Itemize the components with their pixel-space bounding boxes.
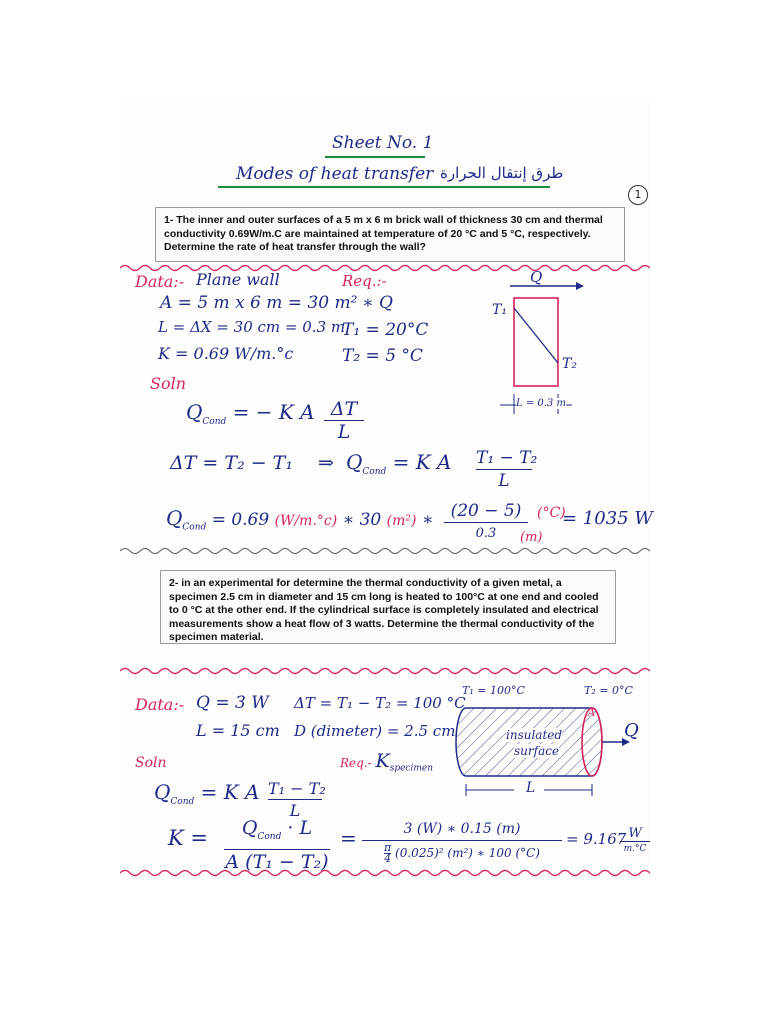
p1-eq1-fraction: $\frac{\Delta T}{L}$ <box>324 398 364 443</box>
topic-title-arabic: طرق إنتقال الحرارة <box>440 164 564 182</box>
divider-2 <box>120 546 650 556</box>
p2-data-label: Data:- <box>135 695 185 714</box>
p2-diagram-t2: T₂ = 0°C <box>584 684 633 697</box>
p2-l: L = 15 cm <box>196 721 280 740</box>
p1-eq3-fraction: (20 − 5) 0.3 <box>444 500 528 545</box>
problem-2-statement: 2- in an experimental for determine the thermal conductivity of a given metal, a specimen 2.5 cm in diameter and 15 cm long is heated to 100°C at one end and cooled to 0 °C at the other end. If the cylindrical surface is completely insulated and electrical measurements show a heat flow of 3 watts. Determine the thermal conductivity of the specimen material. <box>160 570 616 644</box>
p1-data-label: Data:- <box>135 272 185 291</box>
p2-eq2-unit: W m.°C <box>620 826 650 856</box>
p1-soln-label: Soln <box>150 374 187 393</box>
p1-diagram-l: L = 0.3 m <box>516 398 566 409</box>
p1-t2: T₂ = 5 °C <box>342 346 423 366</box>
p2-eq2-k: K = <box>168 826 208 850</box>
divider-4 <box>120 868 650 878</box>
p1-diagram-t1: T₁ <box>492 302 507 318</box>
p1-eq3-result: = 1035 W <box>562 508 653 529</box>
p1-eq3-num-unit: (°C) <box>537 505 566 521</box>
p1-eq1-q: $Q_{Cond}$ = − K A <box>186 400 315 427</box>
p2-diagram-t1: T₁ = 100°C <box>462 684 525 697</box>
p1-t1: T₁ = 20°C <box>342 320 429 340</box>
p1-diagram-t2: T₂ <box>562 356 577 372</box>
p1-eq2-left: ΔT = T₂ − T₁ <box>170 452 293 474</box>
p1-eq2-right: $Q_{Cond} = K$ A <box>346 450 452 477</box>
p2-diagram-a: A <box>588 708 596 719</box>
p1-area: A = 5 m x 6 m = 30 m² <box>160 293 358 313</box>
p2-diagram-q: Q <box>624 720 639 741</box>
p1-diagram-q: Q <box>530 268 543 286</box>
header-underline-1 <box>325 156 425 158</box>
p1-thickness: L = ΔX = 30 cm = 0.3 m <box>158 318 346 336</box>
p1-eq2-fraction: $\frac{\text{T₁ − T₂}}{L}$ <box>476 448 538 491</box>
p1-conductivity: K = 0.69 W/m.°c <box>158 344 294 363</box>
problem-1-statement: 1- The inner and outer surfaces of a 5 m x 6 m brick wall of thickness 30 cm and thermal conductivity 0.69W/m.C are maintained at temperature of 20 °C and 5 °C, respectively. Determine the rate of heat transfer through the wall? <box>155 207 625 262</box>
p2-d: D (dimeter) = 2.5 cm <box>294 722 456 740</box>
p2-eq2-equals: = <box>340 826 357 850</box>
p2-diagram-insulated: insulated <box>506 728 563 742</box>
p2-soln-label: Soln <box>135 755 167 771</box>
p1-eq2-arrow: ⇒ <box>318 452 334 474</box>
p2-diagram-l: L <box>526 780 536 796</box>
p2-eq2-rhs-fraction: 3 (W) ∗ 0.15 (m) $\frac{\pi}{4}$ (0.025)² (m²) ∗ 100 (°C) <box>362 818 562 865</box>
p2-diagram-surface: surface <box>514 744 560 758</box>
p2-eq2-fraction: $Q_{Cond} \cdot L$ A (T₁ − T₂) <box>225 817 329 873</box>
header-underline-2 <box>218 186 550 188</box>
divider-3 <box>120 666 650 676</box>
p1-req-label: Req.:- <box>342 272 387 290</box>
p2-eq2-result: = 9.167 <box>566 830 627 848</box>
p2-dt: ΔT = T₁ − T₂ = 100 °C <box>294 694 466 712</box>
p2-eq1-fraction: $\frac{\text{T₁ − T₂}}{L}$ <box>268 779 326 820</box>
p1-eq3-main: $Q_{Cond} = 0.69$ (W/m.°c) ∗ 30 (m²) ∗ <box>166 506 434 533</box>
page-number-badge: 1 <box>628 185 648 205</box>
p2-req: Req.- $K_{specimen}$ <box>340 750 434 774</box>
p1-data-type: Plane wall <box>196 270 280 289</box>
p2-q: Q = 3 W <box>196 693 269 713</box>
p2-eq1: $Q_{Cond} = K$ A <box>154 780 260 807</box>
p1-req-item: ∗ Q <box>362 293 393 313</box>
sheet-number: Sheet No. 1 <box>332 133 434 153</box>
p1-eq3-den-unit: (m) <box>520 530 543 545</box>
topic-title: Modes of heat transfer <box>236 164 434 184</box>
